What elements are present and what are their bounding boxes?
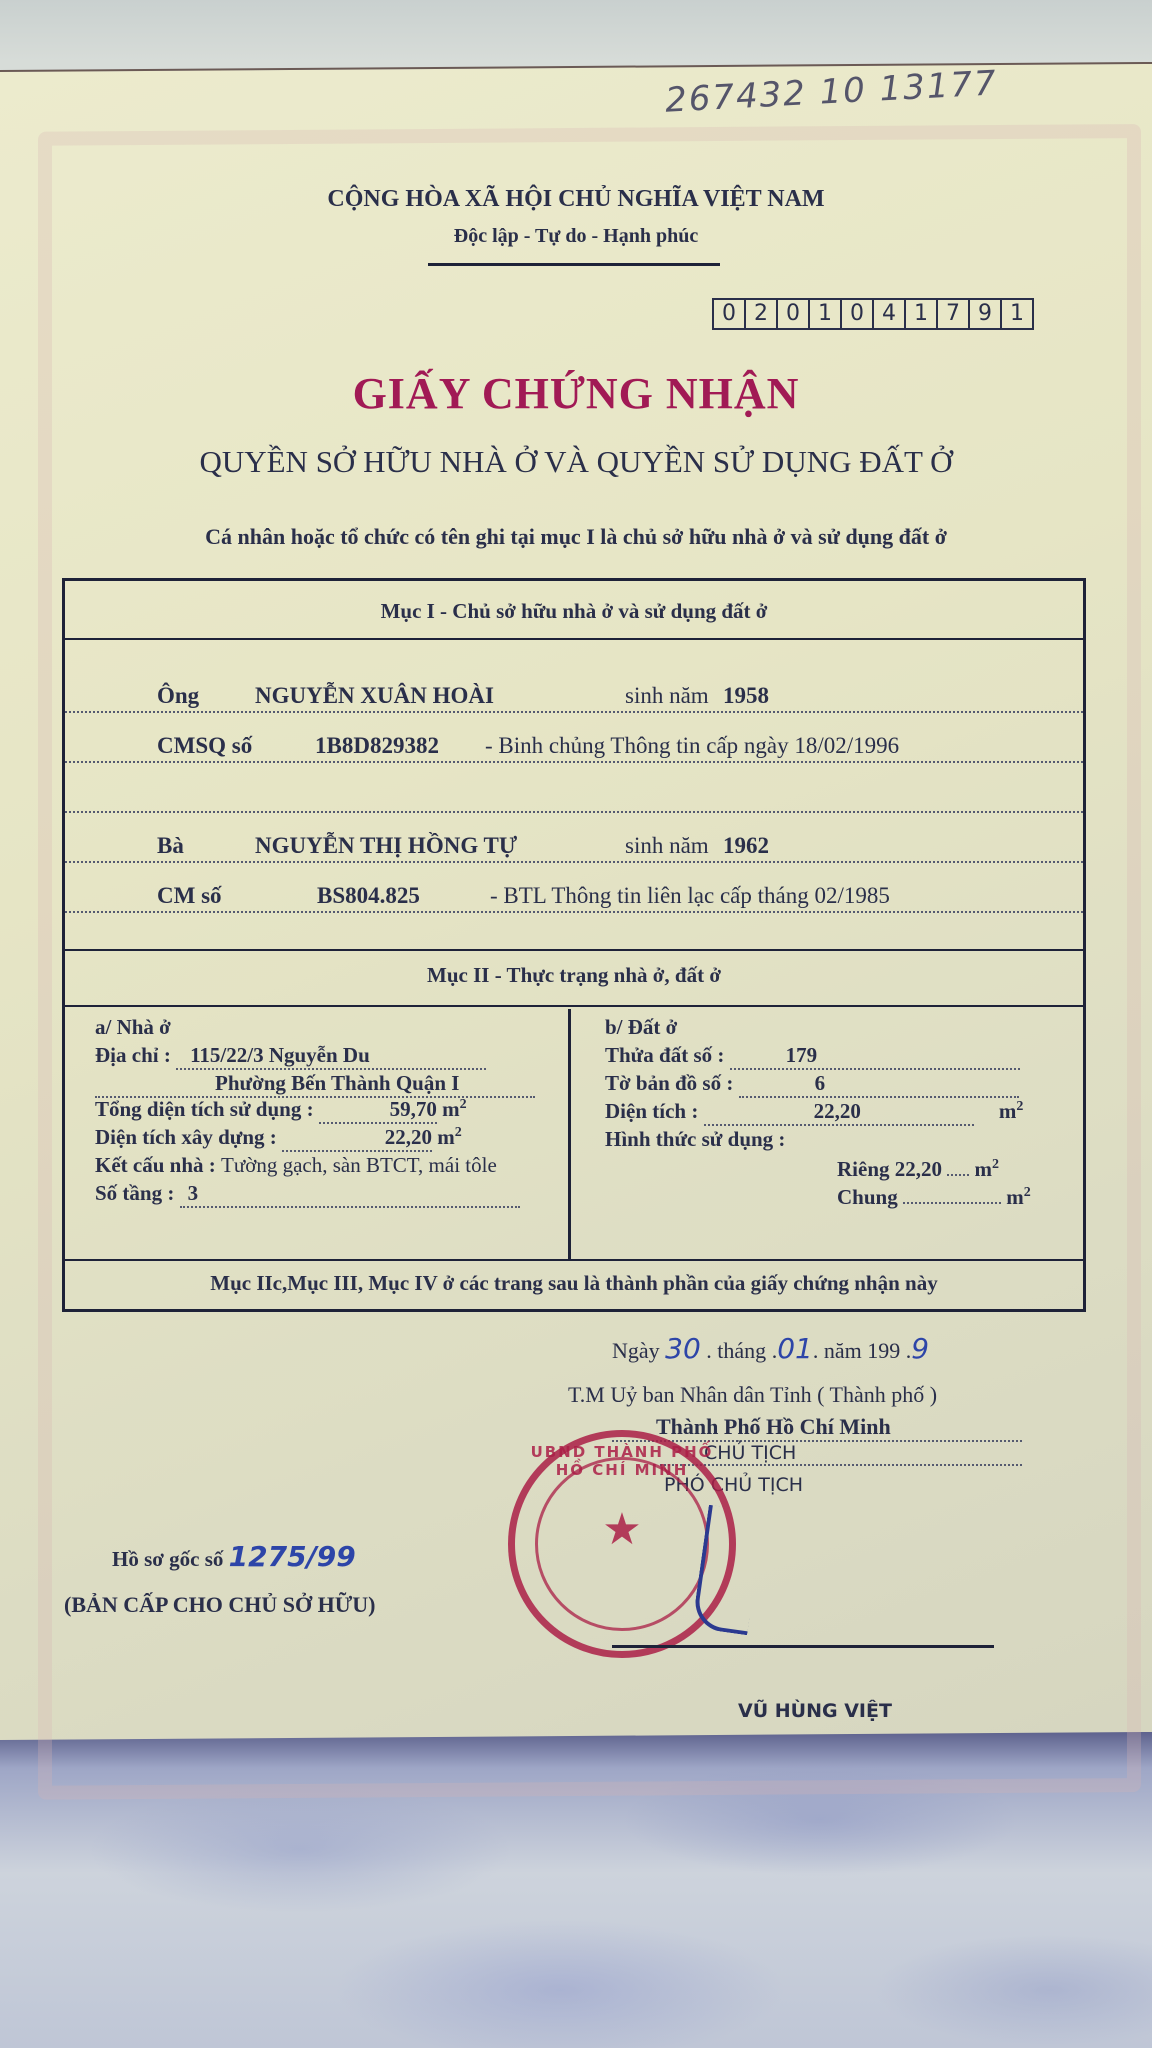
main-table: [62, 578, 1086, 1312]
owner2-title: Bà: [157, 833, 184, 858]
map-label: Tờ bản đồ số :: [605, 1071, 734, 1095]
serial-digit: 1: [906, 300, 938, 328]
owner1-name-line: [65, 681, 1083, 713]
plot-label: Thửa đất số :: [605, 1043, 725, 1067]
shared-unit: m: [1006, 1185, 1024, 1209]
serial-digit: 2: [746, 300, 778, 328]
role-chairman: CHỦ TỊCH: [660, 1442, 1022, 1466]
land-area-row: Diện tích : 22,20 $m^2$: [605, 1099, 1023, 1126]
shared-label: Chung: [837, 1185, 898, 1209]
owner2-birth-label: sinh năm: [625, 833, 709, 858]
owner2-id-label: CM số: [157, 883, 222, 908]
total-area-unit: m: [442, 1097, 460, 1121]
map-value: 6: [814, 1071, 826, 1095]
land-area-value: 22,20: [813, 1099, 861, 1123]
owner2-name: NGUYỄN THỊ HỒNG TỰ: [255, 833, 518, 858]
owner2-id-line: [65, 881, 1083, 913]
section1-heading: Mục I - Chủ sở hữu nhà ở và sử dụng đất ở: [380, 599, 768, 623]
year-digit: 9: [911, 1332, 930, 1365]
serial-digit: 1: [810, 300, 842, 328]
owner1-id-label: CMSQ số: [157, 733, 253, 758]
total-area-row: Tổng diện tích sử dụng : 59,70 $m^2$: [95, 1097, 467, 1124]
blank-line: [65, 781, 1083, 813]
divider: [65, 638, 1083, 640]
signature-line: [612, 1645, 994, 1648]
fabric-background: [0, 1730, 1152, 2048]
usage-label: Hình thức sử dụng :: [605, 1127, 786, 1151]
signer-name: VŨ HÙNG VIỆT: [738, 1700, 892, 1722]
intro-text: Cá nhân hoặc tổ chức có tên ghi tại mục I là chủ sở hữu nhà ở và sử dụng đất ở: [205, 524, 947, 549]
serial-digit: 0: [842, 300, 874, 328]
role-vice-chairman: PHÓ CHỦ TỊCH: [664, 1474, 804, 1496]
serial-digit: 7: [938, 300, 970, 328]
owner1-birth-label: sinh năm: [625, 683, 709, 708]
structure-value: Tường gạch, sàn BTCT, mái tôle: [221, 1153, 497, 1177]
owner1-id-number: 1B8D829382: [315, 733, 439, 758]
owner1-name: NGUYỄN XUÂN HOÀI: [255, 683, 494, 708]
private-area: 22,20: [894, 1157, 942, 1181]
serial-digit: 0: [714, 300, 746, 328]
structure-row: [95, 1153, 497, 1178]
certificate-title: GIẤY CHỨNG NHẬN: [352, 369, 800, 418]
floors-value: 3: [187, 1181, 199, 1205]
authority: T.M Uỷ ban Nhân dân Tỉnh ( Thành phố ): [568, 1382, 938, 1407]
land-label: b/ Đất ở: [605, 1015, 678, 1039]
day-label: Ngày: [612, 1338, 660, 1363]
city-line: [612, 1414, 1022, 1442]
private-row: Riêng 22,20 $m^2$: [837, 1157, 999, 1181]
land-area-unit: m: [998, 1099, 1017, 1123]
total-area-label: Tổng diện tích sử dụng :: [95, 1097, 314, 1121]
house-label: a/ Nhà ở: [95, 1015, 171, 1039]
stamp-text: UBND THÀNH PHỐ HỒ CHÍ MINH: [530, 1443, 714, 1479]
star-icon: ★: [602, 1505, 642, 1554]
serial-digit: 9: [970, 300, 1002, 328]
month-value: 01: [777, 1332, 813, 1365]
floors-row: [95, 1181, 520, 1208]
shared-row: Chung $m^2$: [837, 1185, 1031, 1209]
owner1-birth-year: 1958: [723, 683, 769, 708]
total-area-value: 59,70: [389, 1097, 437, 1121]
serial-number-boxes: [712, 298, 1034, 330]
footer-note: Mục IIc,Mục III, Mục IV ở các trang sau là thành phần của giấy chứng nhận này: [210, 1271, 938, 1295]
year-label: năm 199: [823, 1338, 901, 1363]
structure-label: Kết cấu nhà :: [95, 1153, 216, 1177]
stamp-inner-ring: [535, 1457, 709, 1631]
floors-label: Số tầng :: [95, 1181, 175, 1205]
build-area-value: 22,20: [384, 1125, 433, 1149]
address-row: [95, 1043, 486, 1070]
handwritten-number: 267432 10 13177: [664, 63, 999, 121]
owner1-title: Ông: [157, 683, 200, 708]
certificate-subtitle: QUYỀN SỞ HỮU NHÀ Ở VÀ QUYỀN SỬ DỤNG ĐẤT Ở: [199, 444, 953, 479]
private-label: Riêng: [837, 1157, 890, 1181]
address-line1: 115/22/3 Nguyễn Du: [190, 1043, 370, 1067]
divider: [65, 1005, 1083, 1007]
record-number-line: [112, 1540, 356, 1573]
owner2-id-issuer: - BTL Thông tin liên lạc cấp tháng 02/1985: [490, 883, 890, 908]
day-value: 30: [665, 1332, 701, 1365]
address-row-2: [95, 1071, 535, 1098]
land-area-label: Diện tích :: [605, 1099, 699, 1123]
record-number: 1275/99: [228, 1540, 356, 1573]
map-row: [605, 1071, 1019, 1098]
serial-digit: 1: [1010, 301, 1024, 326]
serial-digit: 0: [778, 300, 810, 328]
owner2-id-number: BS804.825: [317, 883, 420, 908]
section2-heading: Mục II - Thực trạng nhà ở, đất ở: [427, 963, 721, 987]
address-label: Địa chỉ :: [95, 1043, 171, 1067]
owner1-id-line: [65, 731, 1083, 763]
date-line: Ngày 30 . tháng .01. năm 199 .9: [612, 1332, 930, 1365]
owner2-birth-year: 1962: [723, 833, 769, 858]
divider: [65, 949, 1083, 951]
owner2-name-line: [65, 831, 1083, 863]
motto-underline: [428, 263, 720, 266]
divider: [65, 1259, 1083, 1261]
national-motto: Độc lập - Tự do - Hạnh phúc: [453, 225, 699, 247]
private-unit: m: [974, 1157, 992, 1181]
build-area-label: Diện tích xây dựng :: [95, 1125, 277, 1149]
record-label: Hồ sơ gốc số: [112, 1547, 224, 1571]
build-area-unit: m: [437, 1125, 455, 1149]
city: Thành Phố Hồ Chí Minh: [656, 1414, 891, 1439]
owner1-id-issuer: - Binh chủng Thông tin cấp ngày 18/02/1996: [485, 733, 900, 758]
country-header: CỘNG HÒA XÃ HỘI CHỦ NGHĨA VIỆT NAM: [327, 186, 825, 212]
copy-note: (BẢN CẤP CHO CHỦ SỞ HỮU): [64, 1592, 376, 1617]
build-area-row: Diện tích xây dựng : 22,20 $m^2$: [95, 1125, 462, 1152]
official-seal-stamp: [508, 1430, 736, 1658]
plot-row: [605, 1043, 1020, 1070]
serial-digit: 4: [874, 300, 906, 328]
address-line2: Phường Bến Thành Quận I: [215, 1071, 460, 1095]
plot-value: 179: [785, 1043, 818, 1067]
month-label: tháng: [717, 1338, 767, 1363]
column-divider: [568, 1009, 571, 1259]
